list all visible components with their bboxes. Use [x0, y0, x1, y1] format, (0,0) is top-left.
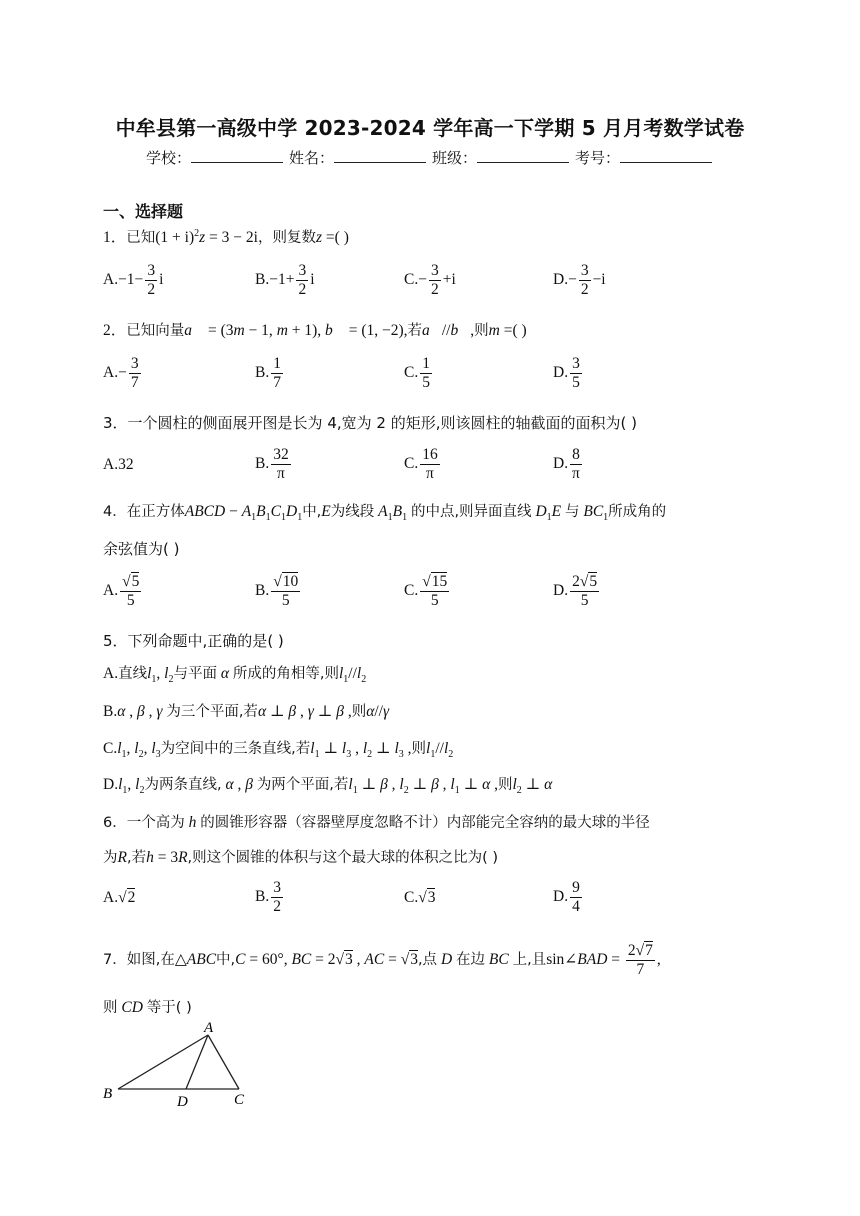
q1-option-c[interactable]: C.− $\frac{3}{2}$ +i: [404, 262, 456, 298]
q6-option-b[interactable]: B. $\frac{3}{2}$: [255, 879, 281, 915]
page-title: 中牟县第一高级中学 2023-2024 学年高一下学期 5 月月考数学试卷: [115, 116, 745, 140]
question-2: 2．已知向量a⃗ = (3m − 1, m + 1), b⃗ = (1, −2),若a⃗//b⃗,则m =( ): [103, 322, 527, 339]
q4-option-b[interactable]: B. $\frac{√10}{5}$: [255, 573, 299, 609]
question-4: 4．在正方体ABCD − $A_1B_1C_1D_1$中,E为线段 $A_1B_1$ 的中点,则异面直线 $D_1E$ 与 $BC_1$所成角的: [103, 503, 667, 524]
q4-option-a[interactable]: A. $\frac{√5}{5}$: [103, 573, 140, 609]
q5-option-a[interactable]: A.直线$l_1$, $l_2$与平面 α 所成的角相等,则$l_1//l_2$: [103, 665, 367, 686]
q4-option-d[interactable]: D. $\frac{2√5}{5}$: [553, 573, 598, 609]
q2-option-d[interactable]: D. $\frac{3}{5}$: [553, 355, 580, 391]
question-7: 7．如图,在△ABC中,C = 60°, BC = 2√3 , AC = √3,点 D 在边 BC 上,且sin∠BAD = $\frac{2√7}{7}$ ,: [103, 942, 661, 978]
q1-option-a[interactable]: A.−1− $\frac{3}{2}$ i: [103, 262, 164, 298]
q1-option-b[interactable]: B.−1+ $\frac{3}{2}$ i: [255, 262, 315, 298]
school-label: 学校：: [145, 149, 191, 167]
q2-option-b[interactable]: B. $\frac{1}{7}$: [255, 355, 281, 391]
q6-option-d[interactable]: D. $\frac{9}{4}$: [553, 879, 580, 915]
id-blank: [620, 148, 712, 163]
id-label: 考号：: [575, 149, 621, 167]
q5-option-d[interactable]: $D.l_1$, $l_2$为两条直线, α , β 为两个平面,若$l_1$ ⊥ β , $l_2$ ⊥ β , $l_1$ ⊥ α ,则$l_2$ ⊥ α: [103, 776, 553, 797]
section-title: 一、选择题: [103, 202, 184, 221]
label-a: A: [204, 1020, 214, 1036]
label-b: B: [103, 1086, 113, 1102]
question-4-line-2: 余弦值为( ): [103, 540, 180, 558]
q5-option-c[interactable]: $C.l_1$, $l_2$, $l_3$为空间中的三条直线,若$l_1$ ⊥ $l_3$ , $l_2$ ⊥ $l_3$ ,则$l_1//l_2$: [103, 740, 454, 761]
question-3: 3．一个圆柱的侧面展开图是长为 4,宽为 2 的矩形,则该圆柱的轴截面的面积为( ): [103, 414, 637, 432]
label-c: C: [234, 1092, 245, 1108]
q3-option-a[interactable]: A.32: [103, 456, 134, 473]
q3-option-b[interactable]: B. $\frac{32}{\pi}$: [255, 446, 289, 482]
question-6-line-2: 为R,若h = 3R,则这个圆锥的体积与这个最大球的体积之比为( ): [103, 849, 499, 866]
q3-option-d[interactable]: D. $\frac{8}{\pi}$: [553, 446, 580, 482]
label-d: D: [177, 1094, 188, 1110]
school-blank: [191, 148, 283, 163]
triangle-figure: [100, 1018, 260, 1110]
class-label: 班级：: [432, 149, 478, 167]
q2-option-a[interactable]: A.− $\frac{3}{7}$: [103, 355, 139, 391]
q2-option-c[interactable]: C. $\frac{1}{5}$: [404, 355, 430, 391]
q3-option-c[interactable]: C. $\frac{16}{\pi}$: [404, 446, 438, 482]
q6-option-a[interactable]: A.√2: [103, 889, 136, 906]
question-6: 6．一个高为 h 的圆锥形容器（容器壁厚度忽略不计）内部能完全容纳的最大球的半径: [103, 814, 650, 831]
question-7-line-2: 则 CD 等于( ): [103, 999, 192, 1016]
q4-option-c[interactable]: C. $\frac{√15}{5}$: [404, 573, 448, 609]
q1-option-d[interactable]: D.− $\frac{3}{2}$ −i: [553, 262, 606, 298]
question-5: 5．下列命题中,正确的是( ): [103, 632, 284, 650]
class-blank: [477, 148, 569, 163]
name-label: 姓名：: [288, 149, 334, 167]
q5-option-b[interactable]: B.α , β , γ 为三个平面,若α ⊥ β , γ ⊥ β ,则α//γ: [103, 703, 390, 720]
student-info-line: [0, 147, 860, 168]
question-1: 1．已知$(1 + i)^2z = 3 - 2i$，则复数z =( ): [103, 227, 349, 246]
name-blank: [334, 148, 426, 163]
q6-option-c[interactable]: C.√3: [404, 889, 436, 906]
